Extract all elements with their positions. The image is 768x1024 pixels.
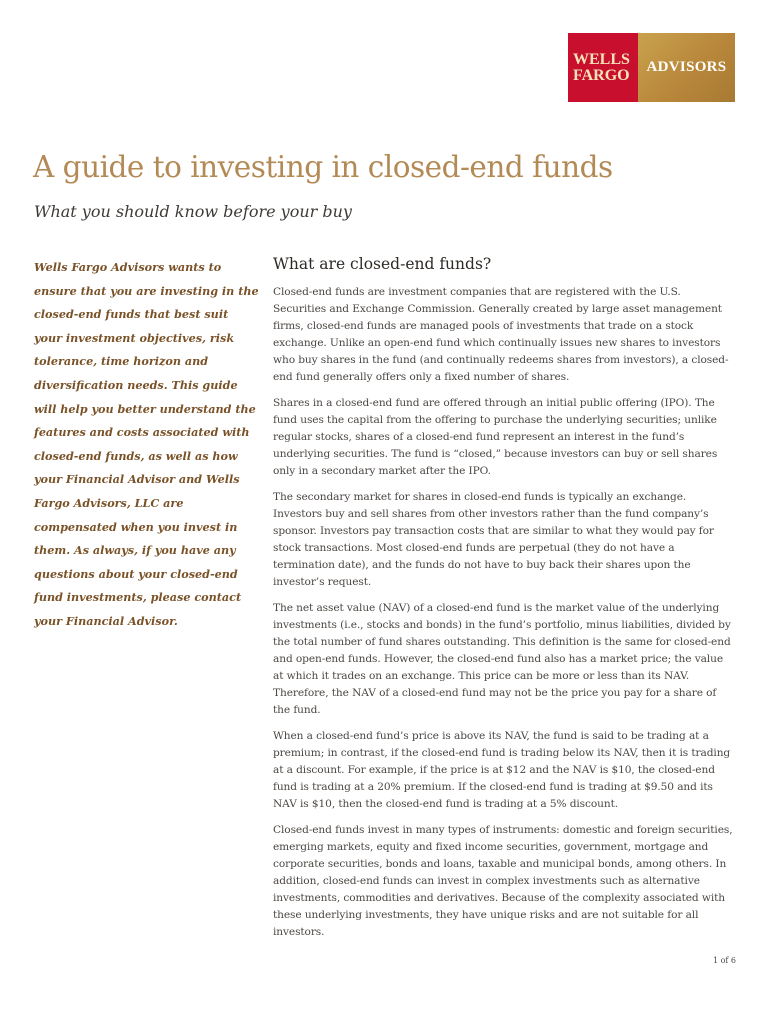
logo-advisors-block — [638, 33, 735, 102]
page-number: 1 of 6 — [712, 956, 736, 965]
section-heading: What are closed-end funds? — [273, 255, 492, 273]
body-paragraph: Closed-end funds are investment companies that are registered with the U.S. Securities and Exchange Commission. Generally created by large asset management firms, closed-end funds are managed pools of investments that trade on a stock exchange. Unlike an open-end fund which continually issues new shares to investors who buy shares in the fund (and continually redeems shares from investors), a closed-end fund generally offers only a fixed number of shares. — [273, 286, 729, 383]
page-title: A guide to investing in closed-end funds — [33, 150, 613, 184]
body-paragraph: When a closed-end fund’s price is above its NAV, the fund is said to be trading at a premium; in contrast, if the closed-end fund is trading below its NAV, then it is trading at a discount. For example, if the price is at $12 and the NAV is $10, the closed-end fund is trading at a 20% premium. If the closed-end fund is trading at $9.50 and its NAV is $10, then the closed-end fund is trading at a 5% discount. — [273, 730, 731, 810]
logo-wells-fargo-block — [568, 33, 638, 102]
body-paragraph: The net asset value (NAV) of a closed-end fund is the market value of the underlying investments (i.e., stocks and bonds) in the fund’s portfolio, minus liabilities, divided by the total number of fund shares outstanding. This definition is the same for closed-end and open-end funds. However, the closed-end fund also has a market price; the value at which it trades on an exchange. This price can be more or less than its NAV. Therefore, the NAV of a closed-end fund may not be the price you pay for a share of the fund. — [273, 602, 731, 716]
logo-line-2: FARGO — [573, 66, 630, 84]
main-content — [273, 255, 736, 950]
logo-advisors-text: ADVISORS — [646, 59, 727, 75]
page-subtitle: What you should know before your buy — [34, 202, 352, 221]
body-paragraph: Closed-end funds invest in many types of instruments: domestic and foreign securities, emerging markets, equity and fixed income securities, government, mortgage and corporate securities, bonds and loans, taxable and municipal bonds, among others. In addition, closed-end funds can invest in complex investments such as alternative investments, commodities and derivatives. Because of the complexity associated with these underlying investments, they have unique risks and are not suitable for all investors. — [273, 824, 733, 938]
sidebar-intro: Wells Fargo Advisors wants to ensure that you are investing in the closed-end funds that best suit your investment objectives, risk tolerance, time horizon and diversification needs. This guide will help you better understand the features and costs associated with closed-end funds, as well as how your Financial Advisor and Wells Fargo Advisors, LLC are compensated when you invest in them. As always, if you have any questions about your closed-end fund investments, please contact your Financial Advisor. — [34, 260, 259, 628]
body-paragraph: The secondary market for shares in closed-end funds is typically an exchange. Investors buy and sell shares from other investors rather than the fund company’s sponsor. Investors pay transaction costs that are similar to what they would pay for stock transactions. Most closed-end funds are perpetual (they do not have a termination date), and the funds do not have to buy back their shares upon the investor’s request. — [273, 491, 714, 588]
body-paragraph: Shares in a closed-end fund are offered through an initial public offering (IPO). The fund uses the capital from the offering to purchase the underlying securities; unlike regular stocks, shares of a closed-end fund represent an interest in the fund’s underlying securities. The fund is “closed,” because investors can buy or sell shares only in a secondary market after the IPO. — [273, 397, 718, 477]
logo-line-1: WELLS — [573, 50, 630, 68]
wells-fargo-advisors-logo — [568, 33, 735, 102]
